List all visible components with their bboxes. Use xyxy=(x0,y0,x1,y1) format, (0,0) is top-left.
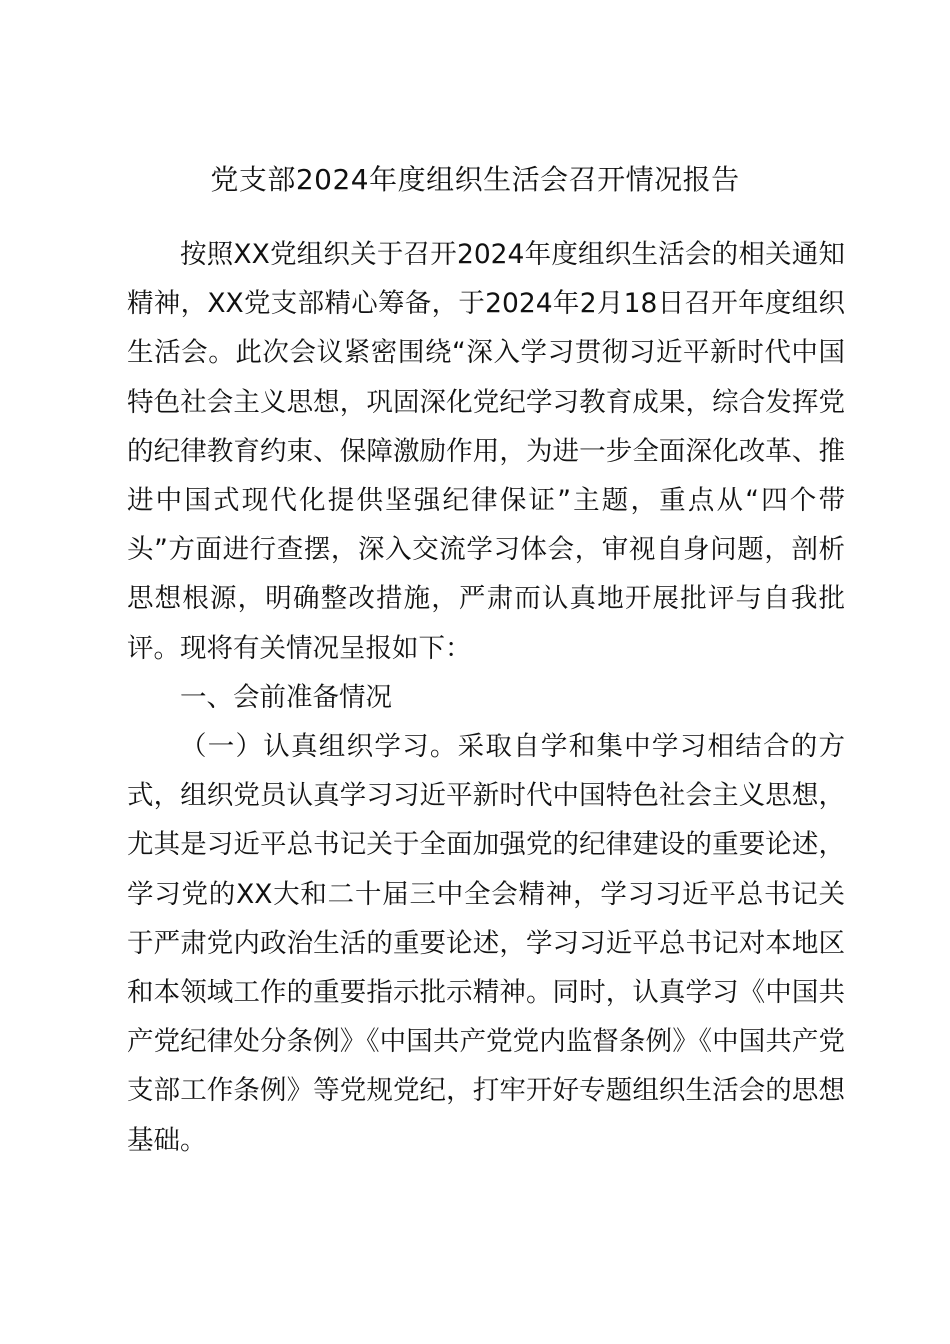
document-body xyxy=(127,230,845,1165)
section-paragraph-study: （一）认真组织学习。采取自学和集中学习相结合的方式，组织党员认真学习习近平新时代中国特色社会主义思想，尤其是习近平总书记关于全面加强党的纪律建设的重要论述，学习党的XX大和二十届三中全会精神，学习习近平总书记关于严肃党内政治生活的重要论述，学习习近平总书记对本地区和本领域工作的重要指示批示精神。同时，认真学习《中国共产党纪律处分条例》《中国共产党党内监督条例》《中国共产党支部工作条例》等党规党纪，打牢开好专题组织生活会的思想基础。 xyxy=(127,731,845,1156)
section-heading-preparation: 一、会前准备情况 xyxy=(180,681,392,713)
document-title: 党支部2024年度组织生活会召开情况报告 xyxy=(210,163,740,196)
intro-paragraph: 按照XX党组织关于召开2024年度组织生活会的相关通知精神，XX党支部精心筹备，于2024年2月18日召开年度组织生活会。此次会议紧密围绕“深入学习贯彻习近平新时代中国特色社会主义思想，巩固深化党纪学习教育成果，综合发挥党的纪律教育约束、保障激励作用，为进一步全面深化改革、推进中国式现代化提供坚强纪律保证”主题，重点从“四个带头”方面进行查摆，深入交流学习体会，审视自身问题，剖析思想根源，明确整改措施，严肃而认真地开展批评与自我批评。现将有关情况呈报如下： xyxy=(127,239,845,664)
